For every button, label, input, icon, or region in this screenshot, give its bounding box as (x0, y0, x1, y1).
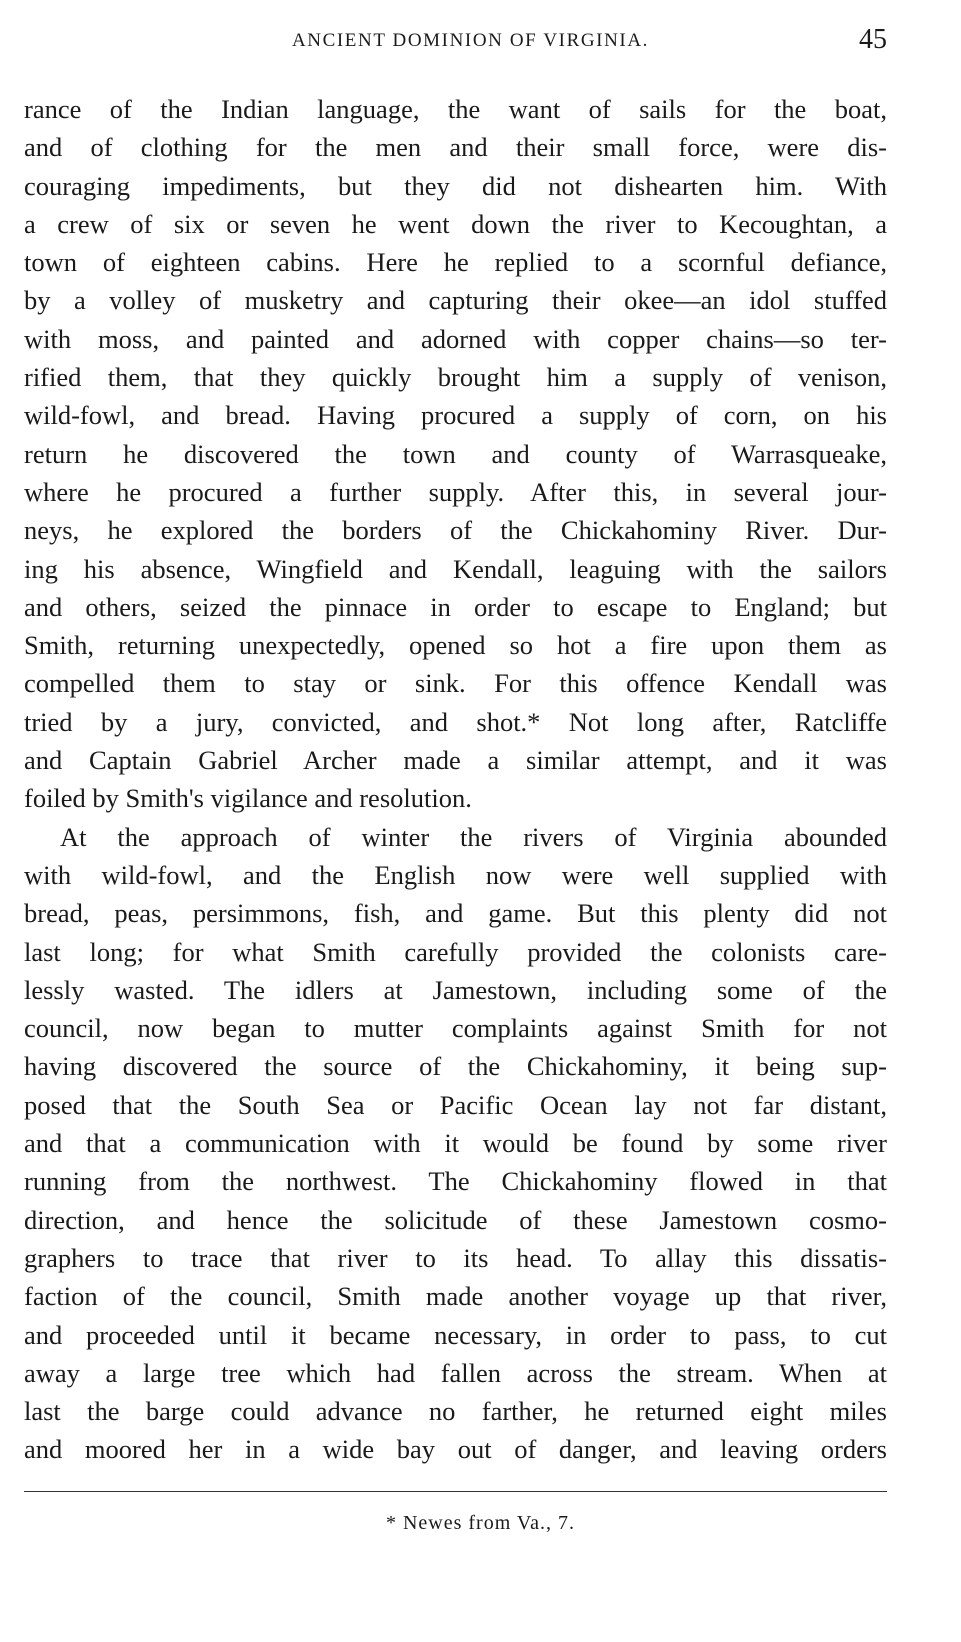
text-line: bread, peas, persimmons, fish, and game. But this plenty did not (24, 898, 887, 929)
text-line: foiled by Smith's vigilance and resolution. (24, 783, 472, 814)
text-line: a crew of six or seven he went down the river to Kecoughtan, a (24, 208, 887, 239)
text-line: At the approach of winter the rivers of Virginia abounded (60, 821, 887, 852)
text-line: with wild-fowl, and the English now were well supplied with (24, 859, 887, 890)
text-line: rance of the Indian language, the want of sails for the boat, (24, 94, 887, 124)
paragraph-2 (24, 818, 887, 1469)
running-head (24, 22, 887, 62)
body-text (24, 90, 887, 1469)
text-line: wild-fowl, and bread. Having procured a supply of corn, on his (24, 400, 887, 431)
text-line: Smith, returning unexpectedly, opened so hot a fire upon them as (24, 630, 887, 661)
text-line: compelled them to stay or sink. For this offence Kendall was (24, 668, 887, 699)
text-line: and proceeded until it became necessary, in order to pass, to cut (24, 1319, 887, 1350)
text-line: direction, and hence the solicitude of these Jamestown cosmo- (24, 1204, 887, 1235)
text-line: couraging impediments, but they did not dishearten him. With (24, 170, 887, 201)
text-line: and moored her in a wide bay out of danger, and leaving orders (24, 1434, 887, 1465)
text-line: and Captain Gabriel Archer made a similar attempt, and it was (24, 745, 887, 776)
text-line: last long; for what Smith carefully provided the colonists care- (24, 936, 887, 967)
text-line: where he procured a further supply. After this, in several jour- (24, 476, 887, 507)
text-line: lessly wasted. The idlers at Jamestown, including some of the (24, 974, 887, 1005)
text-line: running from the northwest. The Chickahominy flowed in that (24, 1166, 887, 1197)
text-line: by a volley of musketry and capturing their okee—an idol stuffed (24, 285, 887, 316)
text-line: council, now began to mutter complaints against Smith for not (24, 1013, 887, 1044)
footnote: * Newes from Va., 7. (385, 1512, 576, 1534)
text-line: and that a communication with it would be found by some river (24, 1128, 887, 1159)
text-line: last the barge could advance no farther, he returned eight miles (24, 1396, 887, 1427)
text-line: with moss, and painted and adorned with copper chains—so ter- (24, 323, 887, 354)
text-line: tried by a jury, convicted, and shot.* Not long after, Ratcliffe (24, 706, 887, 737)
text-line: away a large tree which had fallen across the stream. When at (24, 1357, 887, 1388)
text-line: and of clothing for the men and their small force, were dis- (24, 132, 887, 163)
text-line: graphers to trace that river to its head. To allay this dissatis- (24, 1242, 887, 1273)
footnote-divider (24, 1491, 887, 1492)
text-line: return he discovered the town and county of Warrasqueake, (24, 438, 887, 469)
text-line: ing his absence, Wingfield and Kendall, leaguing with the sailors (24, 553, 887, 584)
text-line: neys, he explored the borders of the Chickahominy River. Dur- (24, 515, 887, 546)
text-line: town of eighteen cabins. Here he replied to a scornful defiance, (24, 247, 887, 278)
text-line: having discovered the source of the Chickahominy, it being sup- (24, 1051, 887, 1082)
text-line: rified them, that they quickly brought him a supply of venison, (24, 362, 887, 393)
text-line: posed that the South Sea or Pacific Ocean lay not far distant, (24, 1089, 887, 1120)
paragraph-1 (24, 90, 887, 818)
text-line: faction of the council, Smith made another voyage up that river, (24, 1281, 887, 1312)
running-title: ANCIENT DOMINION OF VIRGINIA. (291, 30, 650, 51)
page-number: 45 (859, 24, 887, 55)
text-line: and others, seized the pinnace in order to escape to England; but (24, 591, 887, 622)
